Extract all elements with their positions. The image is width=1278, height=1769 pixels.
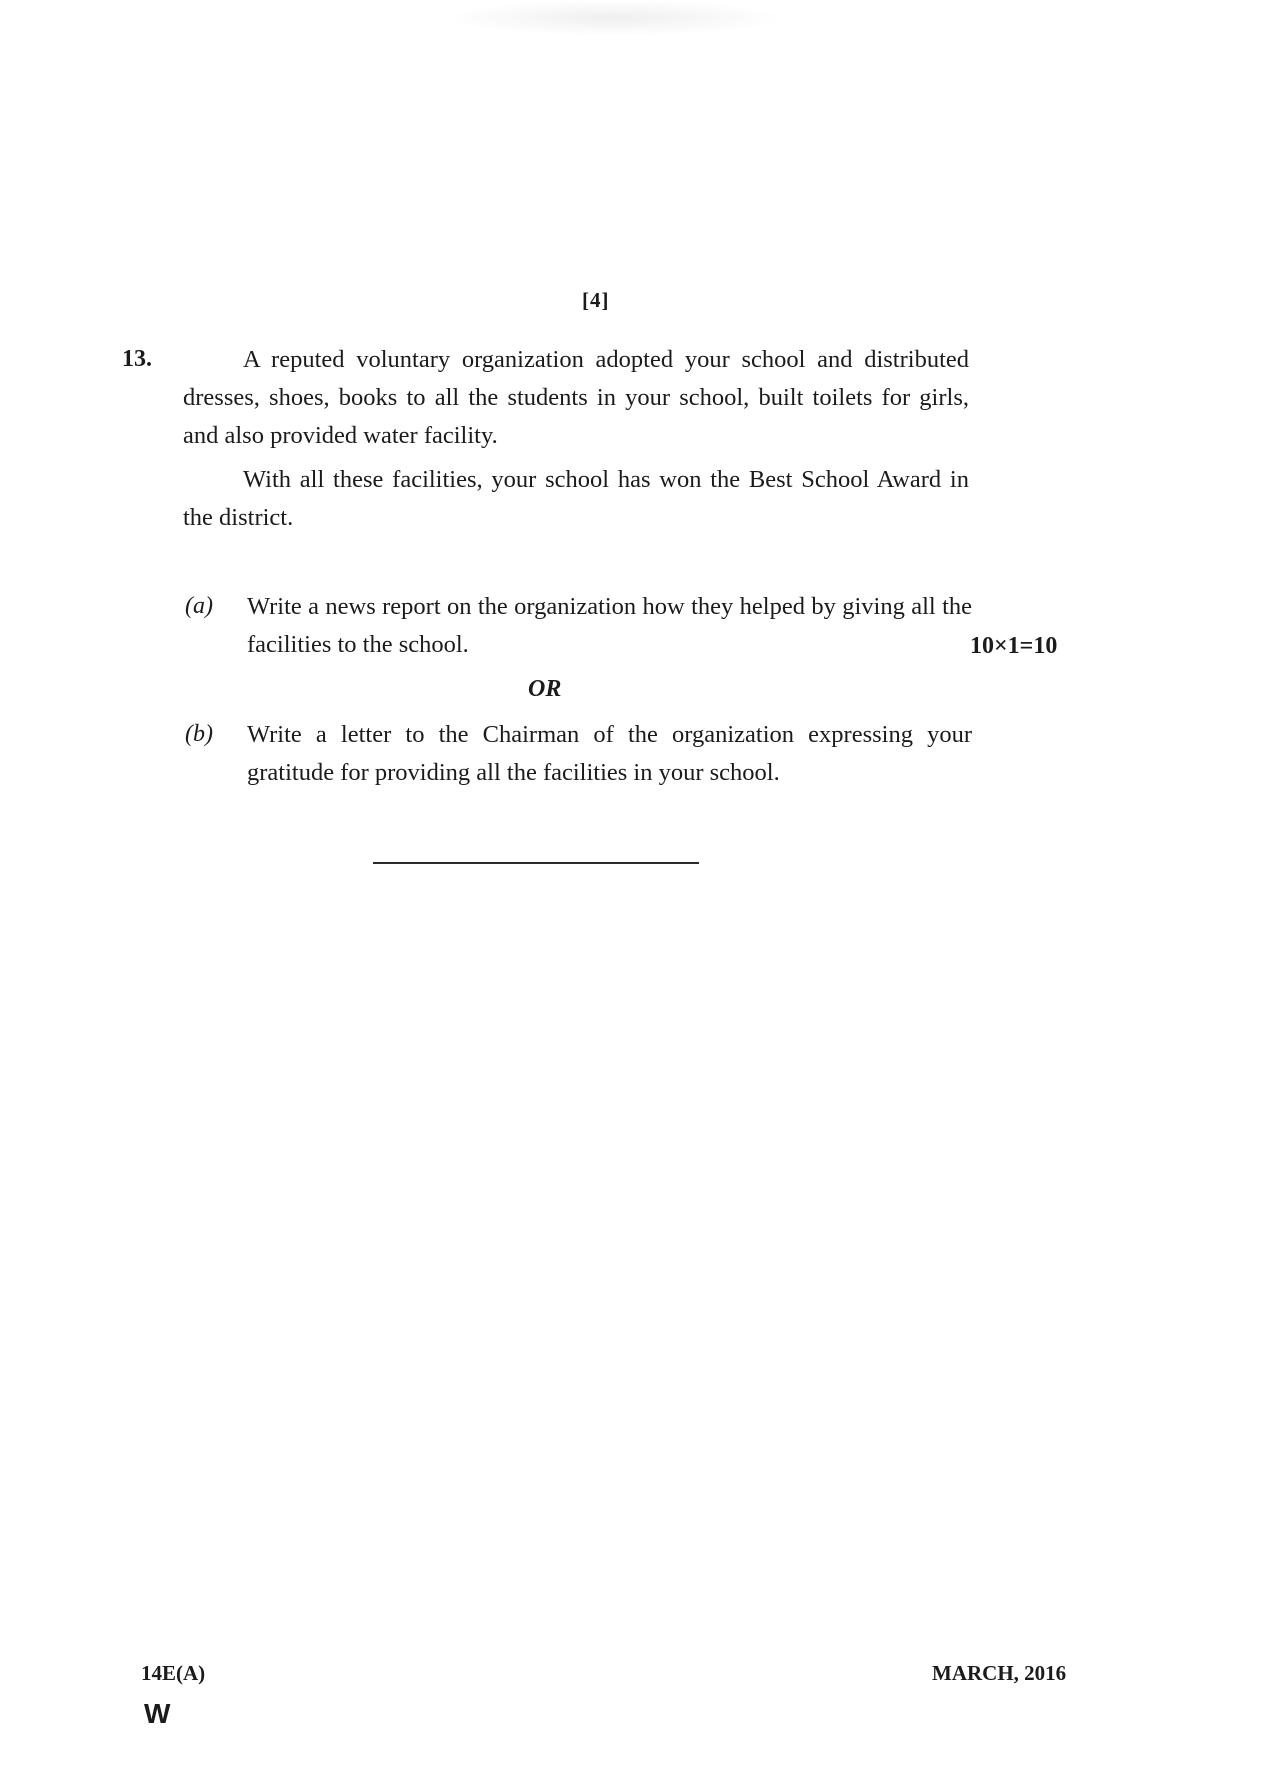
option-b-label: (b) [185, 721, 213, 747]
option-a-label: (a) [185, 593, 213, 619]
marks-allocation: 10×1=10 [970, 633, 1058, 659]
scan-smudge [445, 0, 785, 36]
footer-exam-date: MARCH, 2016 [932, 1661, 1067, 1685]
question-paragraph-1: A reputed voluntary organization adopted your school and distributed dresses, shoes, books to all the students in your school, built toilets for girls, and also provided water facility. [183, 346, 969, 449]
question-number: 13. [122, 346, 152, 372]
option-b-text: Write a letter to the Chairman of the organization expressing your gratitude for providing all the facilities in your school. [247, 721, 972, 786]
question-paragraph-2: With all these facilities, your school has won the Best School Award in the district. [183, 466, 969, 531]
option-a-text: Write a news report on the organization how they helped by giving all the facilities to the school. [247, 593, 972, 658]
or-separator: OR [528, 676, 562, 702]
end-divider [373, 862, 699, 864]
footer-series-letter: W [144, 1698, 171, 1729]
page-number: [4] [582, 288, 610, 312]
footer-paper-code: 14E(A) [141, 1661, 206, 1685]
